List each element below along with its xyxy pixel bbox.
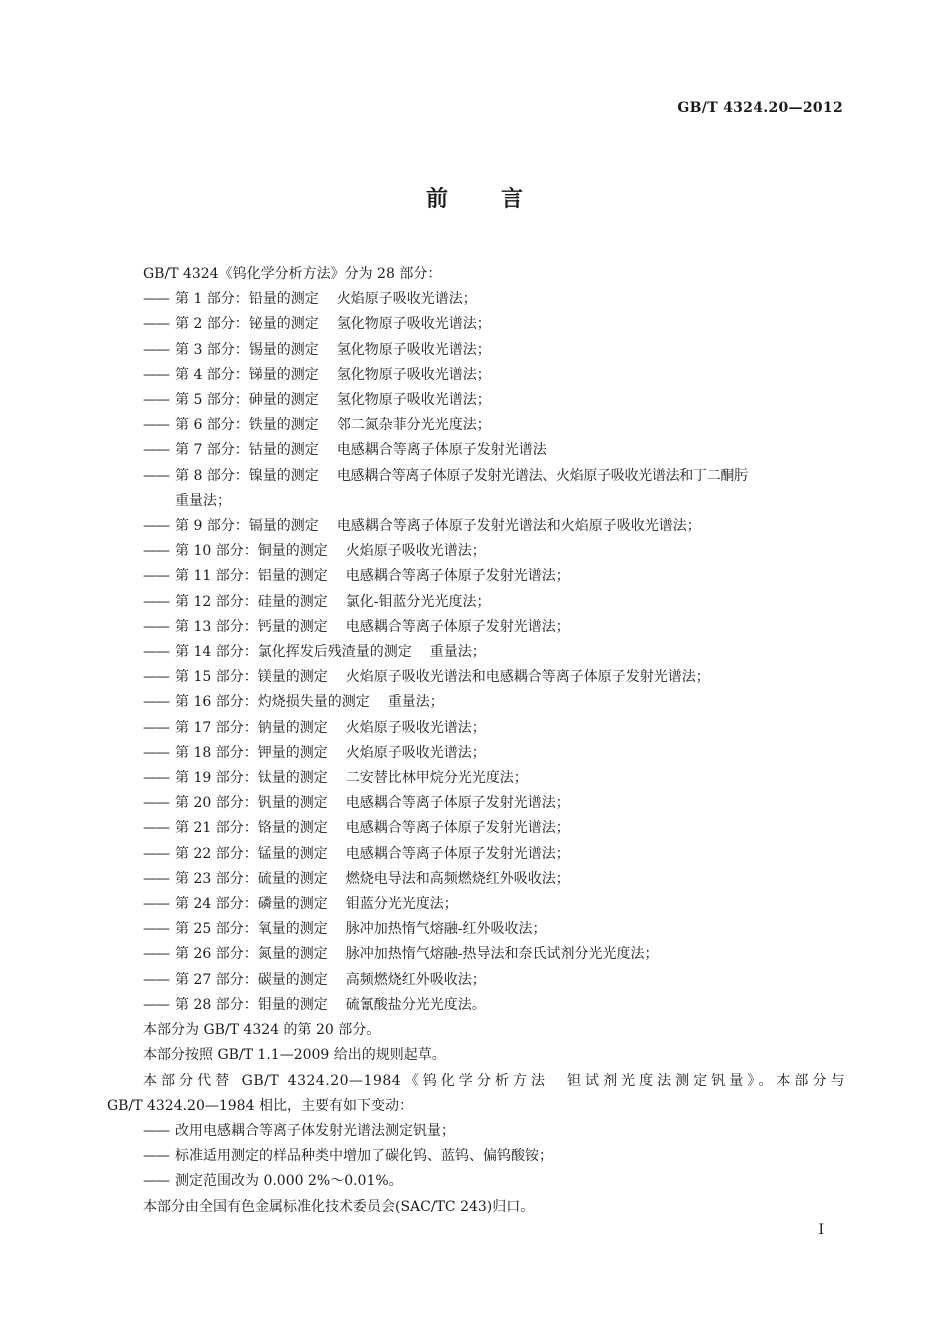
- part-method: 火焰原子吸收光谱法；: [345, 744, 486, 761]
- part-label: 第 11 部分：铝量的测定: [175, 568, 328, 585]
- dash-marker: ——: [143, 518, 169, 535]
- part-method: 燃烧电导法和高频燃烧红外吸收法；: [345, 870, 570, 887]
- part-label: 第 26 部分：氮量的测定: [175, 946, 328, 963]
- part-method: 电感耦合等离子体原子发射光谱法、火焰原子吸收光谱法和丁二酮肟: [336, 467, 748, 484]
- part-item: [107, 388, 845, 413]
- part-item: [107, 338, 845, 363]
- part-item: [107, 892, 845, 917]
- dash-marker: ——: [143, 341, 169, 358]
- dash-marker: ——: [143, 921, 169, 938]
- part-item: [107, 539, 845, 564]
- part-item: [107, 287, 845, 312]
- part-method: 电感耦合等离子体原子发射光谱法: [336, 442, 547, 459]
- part-item: [107, 615, 845, 640]
- part-item: [107, 590, 845, 615]
- standard-number: GB/T 4324.20—2012: [677, 100, 843, 116]
- dash-marker: ——: [143, 1122, 169, 1139]
- part-label: 第 13 部分：钙量的测定: [175, 618, 328, 635]
- dash-marker: ——: [143, 896, 169, 913]
- part-item: [107, 766, 845, 791]
- part-method: 脉冲加热惰气熔融-热导法和奈氏试剂分光光度法；: [345, 946, 659, 963]
- dash-marker: ——: [143, 1173, 169, 1190]
- part-label: 第 14 部分：氯化挥发后残渣量的测定: [175, 644, 412, 661]
- part-item: [107, 716, 845, 741]
- paragraph-drafting-rules: 本部分按照 GB/T 1.1—2009 给出的规则起草。: [143, 1047, 446, 1064]
- dash-marker: ——: [143, 719, 169, 736]
- part-label: 第 2 部分：铋量的测定: [175, 316, 319, 333]
- part-item: [107, 564, 845, 589]
- dash-marker: ——: [143, 744, 169, 761]
- part-label: 第 19 部分：钛量的测定: [175, 770, 328, 787]
- part-label: 第 4 部分：锑量的测定: [175, 366, 319, 383]
- changes-list: [107, 1119, 845, 1195]
- foreword-body: [107, 262, 845, 1220]
- part-method: 氯化-钼蓝分光光度法；: [345, 593, 491, 610]
- part-method: 重量法；: [387, 694, 444, 711]
- change-text: 测定范围改为 0.000 2%～0.01%。: [175, 1173, 403, 1190]
- part-label: 第 22 部分：锰量的测定: [175, 845, 328, 862]
- part-item: [107, 514, 845, 539]
- part-label: 第 12 部分：硅量的测定: [175, 593, 328, 610]
- part-item: [107, 413, 845, 438]
- part-item: [107, 312, 845, 337]
- part-method: 火焰原子吸收光谱法；: [336, 291, 477, 308]
- part-item: [107, 363, 845, 388]
- part-method: 氢化物原子吸收光谱法；: [336, 366, 491, 383]
- part-label: 第 9 部分：镉量的测定: [175, 518, 319, 535]
- part-item: [107, 842, 845, 867]
- part-method: 电感耦合等离子体原子发射光谱法；: [345, 845, 570, 862]
- dash-marker: ——: [143, 870, 169, 887]
- part-label: 第 18 部分：钾量的测定: [175, 744, 328, 761]
- part-item: [107, 741, 845, 766]
- part-method: 脉冲加热惰气熔融-红外吸收法；: [345, 921, 547, 938]
- dash-marker: ——: [143, 694, 169, 711]
- part-method: 二安替比林甲烷分光光度法；: [345, 770, 528, 787]
- dash-marker: ——: [143, 467, 169, 484]
- dash-marker: ——: [143, 820, 169, 837]
- paragraph-replacement-line-1: 本部分代替 GB/T 4324.20—1984《钨化学分析方法 钽试剂光度法测定钒量》。本部分与: [143, 1072, 845, 1089]
- part-method: 电感耦合等离子体原子发射光谱法；: [345, 618, 570, 635]
- part-item: [107, 968, 845, 993]
- change-item: [107, 1144, 845, 1169]
- dash-marker: ——: [143, 795, 169, 812]
- part-label: 第 5 部分：砷量的测定: [175, 392, 319, 409]
- paragraph-part-number: 本部分为 GB/T 4324 的第 20 部分。: [143, 1022, 381, 1039]
- part-label: 第 8 部分：镍量的测定: [175, 467, 319, 484]
- part-label: 第 28 部分：钼量的测定: [175, 996, 328, 1013]
- part-label: 第 6 部分：铁量的测定: [175, 417, 319, 434]
- dash-marker: ——: [143, 316, 169, 333]
- dash-marker: ——: [143, 417, 169, 434]
- page-number: I: [818, 1222, 824, 1238]
- part-method: 火焰原子吸收光谱法；: [345, 719, 486, 736]
- part-method: 氢化物原子吸收光谱法；: [336, 341, 491, 358]
- dash-marker: ——: [143, 366, 169, 383]
- part-method: 火焰原子吸收光谱法和电感耦合等离子体原子发射光谱法；: [345, 669, 710, 686]
- part-label: 第 17 部分：钠量的测定: [175, 719, 328, 736]
- part-method: 电感耦合等离子体原子发射光谱法；: [345, 568, 570, 585]
- change-text: 标准适用测定的样品种类中增加了碳化钨、蓝钨、偏钨酸铵；: [175, 1148, 553, 1165]
- dash-marker: ——: [143, 291, 169, 308]
- part-label: 第 25 部分：氧量的测定: [175, 921, 328, 938]
- part-label: 第 10 部分：铜量的测定: [175, 543, 328, 560]
- part-method-continuation: 重量法；: [175, 492, 231, 509]
- part-item: [107, 917, 845, 942]
- part-label: 第 16 部分：灼烧损失量的测定: [175, 694, 370, 711]
- part-label: 第 3 部分：锡量的测定: [175, 341, 319, 358]
- dash-marker: ——: [143, 442, 169, 459]
- dash-marker: ——: [143, 543, 169, 560]
- part-method: 氢化物原子吸收光谱法；: [336, 392, 491, 409]
- dash-marker: ——: [143, 568, 169, 585]
- part-item: [107, 438, 845, 463]
- part-item: [107, 665, 845, 690]
- intro-paragraph: GB/T 4324《钨化学分析方法》分为 28 部分：: [143, 266, 442, 282]
- dash-marker: ——: [143, 644, 169, 661]
- title-char-1: 前: [425, 186, 449, 212]
- part-method: 邻二氮杂菲分光光度法；: [336, 417, 491, 434]
- part-label: 第 1 部分：铅量的测定: [175, 291, 319, 308]
- part-method: 重量法；: [429, 644, 486, 661]
- dash-marker: ——: [143, 669, 169, 686]
- parts-list: [107, 287, 845, 1018]
- dash-marker: ——: [143, 1148, 169, 1165]
- part-item: [107, 867, 845, 892]
- dash-marker: ——: [143, 618, 169, 635]
- part-label: 第 15 部分：镁量的测定: [175, 669, 328, 686]
- change-item: [107, 1169, 845, 1194]
- title-char-2: 言: [501, 186, 525, 212]
- part-item: [107, 816, 845, 841]
- dash-marker: ——: [143, 946, 169, 963]
- dash-marker: ——: [143, 770, 169, 787]
- part-item: [107, 791, 845, 816]
- part-item: [107, 464, 845, 514]
- part-item: [107, 640, 845, 665]
- change-text: 改用电感耦合等离子体发射光谱法测定钒量；: [175, 1122, 455, 1139]
- part-label: 第 21 部分：铬量的测定: [175, 820, 328, 837]
- page-title: [0, 182, 950, 213]
- part-method: 高频燃烧红外吸收法；: [345, 971, 486, 988]
- change-item: [107, 1119, 845, 1144]
- dash-marker: ——: [143, 593, 169, 610]
- part-label: 第 24 部分：磷量的测定: [175, 896, 328, 913]
- part-item: [107, 942, 845, 967]
- paragraph-replacement-line-2: GB/T 4324.20—1984 相比，主要有如下变动：: [107, 1097, 413, 1114]
- paragraph-committee: 本部分由全国有色金属标准化技术委员会(SAC/TC 243)归口。: [143, 1198, 535, 1215]
- dash-marker: ——: [143, 392, 169, 409]
- part-method: 火焰原子吸收光谱法；: [345, 543, 486, 560]
- part-item: [107, 993, 845, 1018]
- dash-marker: ——: [143, 845, 169, 862]
- dash-marker: ——: [143, 971, 169, 988]
- part-method: 氢化物原子吸收光谱法；: [336, 316, 491, 333]
- part-method: 电感耦合等离子体原子发射光谱法和火焰原子吸收光谱法；: [336, 518, 701, 535]
- part-label: 第 23 部分：硫量的测定: [175, 870, 328, 887]
- part-method: 电感耦合等离子体原子发射光谱法；: [345, 795, 570, 812]
- part-item: [107, 690, 845, 715]
- part-label: 第 7 部分：钴量的测定: [175, 442, 319, 459]
- part-label: 第 27 部分：碳量的测定: [175, 971, 328, 988]
- part-method: 电感耦合等离子体原子发射光谱法；: [345, 820, 570, 837]
- part-method: 钼蓝分光光度法；: [345, 896, 458, 913]
- dash-marker: ——: [143, 996, 169, 1013]
- part-label: 第 20 部分：钒量的测定: [175, 795, 328, 812]
- part-method: 硫氰酸盐分光光度法。: [345, 996, 486, 1013]
